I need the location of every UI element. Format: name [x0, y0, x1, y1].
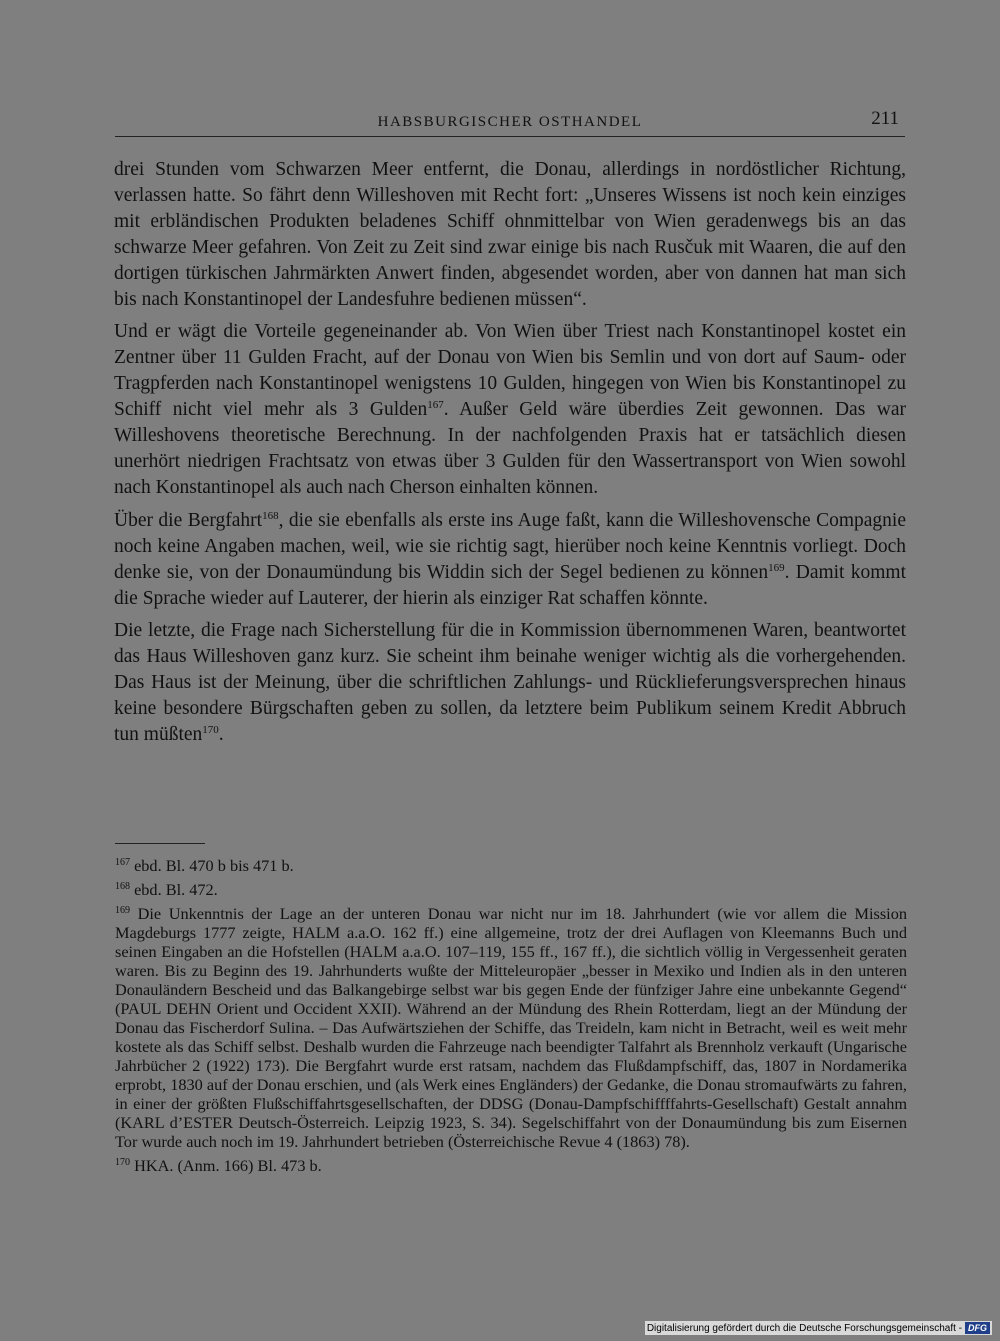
page-header: [115, 106, 905, 136]
footnote-ref-168: 168: [262, 509, 279, 522]
footnote-ref-169: 169: [768, 561, 785, 574]
footer-text: Digitalisierung gefördert durch die Deutsche Forschungsgemeinschaft -: [646, 1322, 962, 1334]
paragraph-3-text-b: , die sie ebenfalls als erste ins Auge faßt, kann die Willeshovensche Compagnie noch keine Angaben machen, weil, wie sie richtig sagt, hierüber noch keine Kenntnis vorliegt. Doch denke sie, von der Donaumündung bis Widdin sich der Segel bedienen zu können: [114, 509, 907, 583]
footnote-169: [115, 904, 907, 1151]
paragraph-4: [114, 618, 906, 748]
dfg-logo: DFG: [965, 1322, 990, 1334]
paragraph-4-text-b: .: [218, 724, 224, 746]
footnote-rule: [115, 843, 205, 844]
paragraph-4-text-a: Die letzte, die Frage nach Sicherstellung für die in Kommission übernommenen Waren, beantwortet das Haus Willeshoven ganz kurz. Sie scheint ihm beinahe weniger wichtig als die vorhergehenden. Das Haus ist der Meinung, über die schriftlichen Zahlungs- und Rücklieferungsversprechen hinaus keine besondere Bürgschaften geben zu sollen, da letztere beim Publikum seinem Kredit Abbruch tun müßten: [114, 620, 906, 746]
paragraph-3-text-c: . Damit kommt die Sprache wieder auf Lauterer, der hierin als einziger Rat schaffen könnte.: [114, 561, 907, 609]
footnote-167: [115, 856, 907, 875]
footnote-number: 167: [115, 857, 130, 868]
paragraph-3: [114, 508, 906, 612]
footnote-text: HKA. (Anm. 166) Bl. 473 b.: [130, 1156, 322, 1175]
running-head: HABSBURGISCHER OSTHANDEL: [377, 114, 643, 130]
footnote-ref-167: 167: [427, 399, 444, 412]
paragraph-2-text-a: Und er wägt die Vorteile gegeneinander ab. Von Wien über Triest nach Konstantinopel kostet ein Zentner über 11 Gulden Fracht, auf der Donau von Wien bis Semlin und von dort auf Saum- oder Tragpferden nach Konstantinopel wenigstens 10 Gulden, hingegen von Wien bis Konstantinopel zu Schiff nicht viel mehr als 3 Gulden: [114, 321, 906, 421]
header-rule: [115, 136, 905, 137]
footnote-number: 168: [115, 881, 130, 892]
page-number: 211: [871, 108, 899, 129]
digitization-footer: [645, 1321, 992, 1335]
footnote-number: 169: [115, 905, 130, 916]
footnote-text: Die Unkenntnis der Lage an der unteren Donau war nicht nur im 18. Jahrhundert (wie vor allem die Mission Magdeburgs 1777 zeigte, HALM a.a.O. 162 ff.) eine allgemeine, trotz der drei Auflagen von Kleemanns Buch und seinen Eingaben an die Hofstellen (HALM a.a.O. 107–119, 155 ff., 167 ff.), die sichtlich völlig in Vergessenheit geraten waren. Bis zu Beginn des 19. Jahrhunderts wußte der Mitteleuropäer „besser in Mexiko und Indien als in den unteren Donauländern Bescheid und das Balkangebirge selbst war bis gegen Ende der fünfziger Jahre eine unbekannte Gegend“ (PAUL DEHN Orient und Occident XXII). Während an der Mündung des Rhein Rotterdam, liegt an der Mündung der Donau das Fischerdorf Sulina. – Das Aufwärtsziehen der Schiffe, das Treideln, kam nicht in Betracht, weil es weit mehr kostete als das Schiff selbst. Deshalb wurden die Fahrzeuge nach beendigter Talfahrt als Brennholz verkauft (Ungarische Jahrbücher 2 (1922) 173). Die Bergfahrt wurde erst ratsam, nachdem das Flußdampfschiff, das, 1807 in Nordamerika erprobt, 1830 auf der Donau erschien, und (als Werk eines Engländers) der Gedanke, die Donau stromaufwärts zu fahren, in einer der größten Flußschiffahrtsgesellschaften, der DDSG (Donau-Dampfschiffffahrts-Gesellschaft) Gestalt annahm (KARL d’ESTER Deutsch-Österreich. Leipzig 1923, S. 34). Segelschiffahrt von der Donaumündung bis zum Eisernen Tor wurde auch noch im 19. Jahrhundert betrieben (Österreichische Revue 4 (1863) 78).: [115, 904, 907, 1151]
paragraph-2-text-b: . Außer Geld wäre überdies Zeit gewonnen. Das war Willeshovens theoretische Berechnung. In der nachfolgenden Praxis hat er tatsächlich diesen unerhört niedrigen Frachtsatz von etwas über 3 Gulden für den Wassertransport von Wien sowohl nach Konstantinopel als auch nach Cherson einhalten können.: [114, 399, 906, 498]
paragraph-3-text-a: Über die Bergfahrt: [114, 509, 263, 531]
main-text: [114, 157, 906, 755]
footnote-text: ebd. Bl. 470 b bis 471 b.: [130, 856, 294, 875]
paragraph-2: [114, 319, 906, 500]
footnote-170: [115, 1156, 907, 1175]
footnote-168: [115, 880, 907, 899]
paragraph-1: drei Stunden vom Schwarzen Meer entfernt, die Donau, allerdings in nordöstlicher Richtung, verlassen hatte. So fährt denn Willeshoven mit Recht fort: „Unseres Wissens ist noch kein einziges mit erbländischen Produkten beladenes Schiff ohnmittelbar von Wien geradenwegs bis an das schwarze Meer gefahren. Von Zeit zu Zeit sind zwar einige bis nach Rusčuk mit Waaren, die auf den dortigen türkischen Jahrmärkten Anwert finden, abgesendet worden, aber von dannen hat man sich bis nach Konstantinopel der Landesfuhre bedienen müssen“.: [114, 159, 906, 310]
footnote-text: ebd. Bl. 472.: [130, 880, 218, 899]
footnote-number: 170: [115, 1157, 130, 1168]
footnotes: [115, 856, 907, 1180]
footnote-ref-170: 170: [202, 724, 219, 737]
